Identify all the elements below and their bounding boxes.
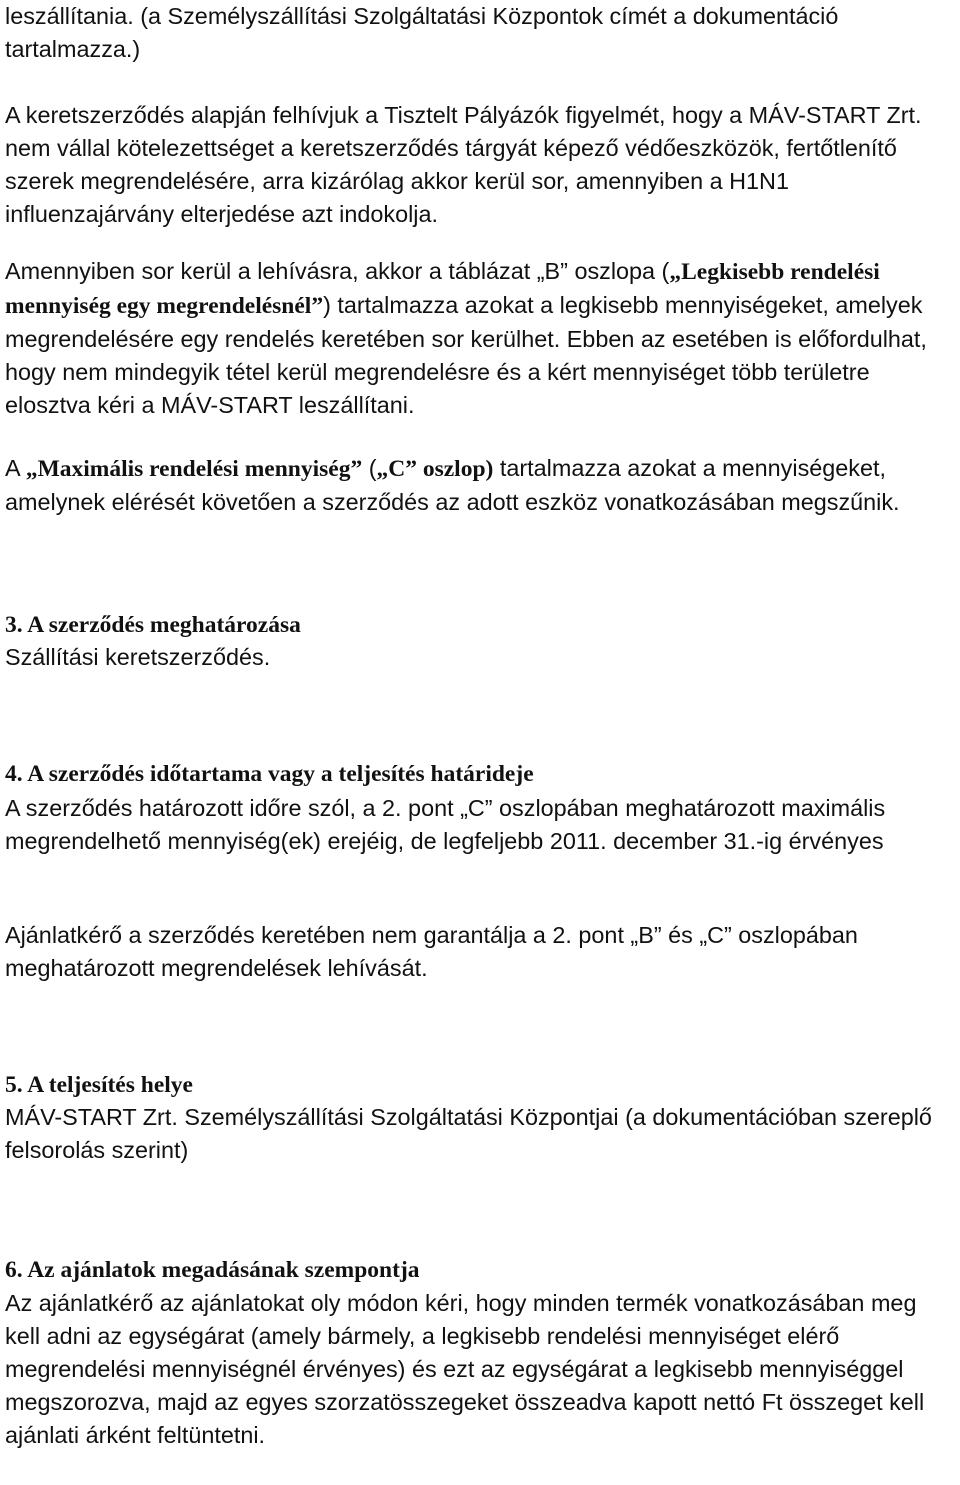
call-off-text-1: Amennyiben sor kerül a lehívásra, akkor a táblázat „B” oszlopa ( — [5, 258, 670, 284]
section-6-body: Az ajánlatkérő az ajánlatokat oly módon kéri, hogy minden termék vonatkozásában meg kell adni az egységárat (amely bármely, a legkisebb rendelési mennyiséget elérő megrendelési mennyiségnél érvényes) és ezt az egységárat a legkisebb mennyiséggel megszorozva, majd az egyes szorzatösszegeket összeadva kapott nettó Ft összeget kell ajánlati árként feltüntetni. — [5, 1290, 925, 1448]
paragraph-framework-notice: A keretszerződés alapján felhívjuk a Tisztelt Pályázók figyelmét, hogy a MÁV-START Zrt. nem vállal kötelezettséget a keretszerződés tárgyát képező védőeszközök, fertőtlenítő szerek megrendelésére, arra kizárólag akkor kerül sor, amennyiben a H1N1 influenzajárvány elterjedése azt indokolja. — [5, 102, 922, 227]
max-quantity-text-3: tartalmazza azokat a mennyiségeket, amelynek elérését követően a szerződés az adott eszköz vonatkozásában megszűnik. — [5, 455, 900, 515]
section-6-heading: 6. Az ajánlatok megadásának szempontja — [5, 1257, 420, 1283]
column-b-name: „Legkisebb rendelési mennyiség egy megrendelésnél” — [5, 259, 880, 319]
paragraph-call-off — [5, 255, 955, 422]
section-3-heading: 3. A szerződés meghatározása — [5, 612, 301, 638]
max-quantity-text-1: A — [5, 455, 26, 481]
column-c-name: „Maximális rendelési mennyiség” — [25, 456, 363, 482]
max-quantity-text-2: ( — [362, 455, 377, 481]
section-4-body-2: Ajánlatkérő a szerződés keretében nem garantálja a 2. pont „B” és „C” oszlopában meghatározott megrendelések lehívását. — [5, 922, 858, 981]
section-4-heading: 4. A szerződés időtartama vagy a teljesítés határideje — [5, 761, 534, 787]
call-off-text-2: ) tartalmazza azokat a legkisebb mennyiségeket, amelyek megrendelésére egy rendelés keretében sor kerülhet. Ebben az esetében is előfordulhat, hogy nem mindegyik tétel kerül megrendelésre és a kért mennyiséget több területre elosztva kéri a MÁV-START leszállítani. — [5, 292, 927, 418]
section-5-heading: 5. A teljesítés helye — [5, 1072, 193, 1098]
section-5-body: MÁV-START Zrt. Személyszállítási Szolgáltatási Központjai (a dokumentációban szereplő felsorolás szerint) — [5, 1104, 932, 1163]
paragraph-delivery-note: leszállítania. (a Személyszállítási Szolgáltatási Központok címét a dokumentáció tartalmazza.) — [5, 3, 839, 62]
column-c-label: „C” oszlop) — [376, 456, 494, 482]
paragraph-max-quantity — [5, 452, 955, 519]
section-3-body: Szállítási keretszerződés. — [5, 644, 271, 670]
section-4-body: A szerződés határozott időre szól, a 2. pont „C” oszlopában meghatározott maximális megrendelhető mennyiség(ek) erejéig, de legfeljebb 2011. december 31.-ig érvényes — [5, 795, 886, 854]
